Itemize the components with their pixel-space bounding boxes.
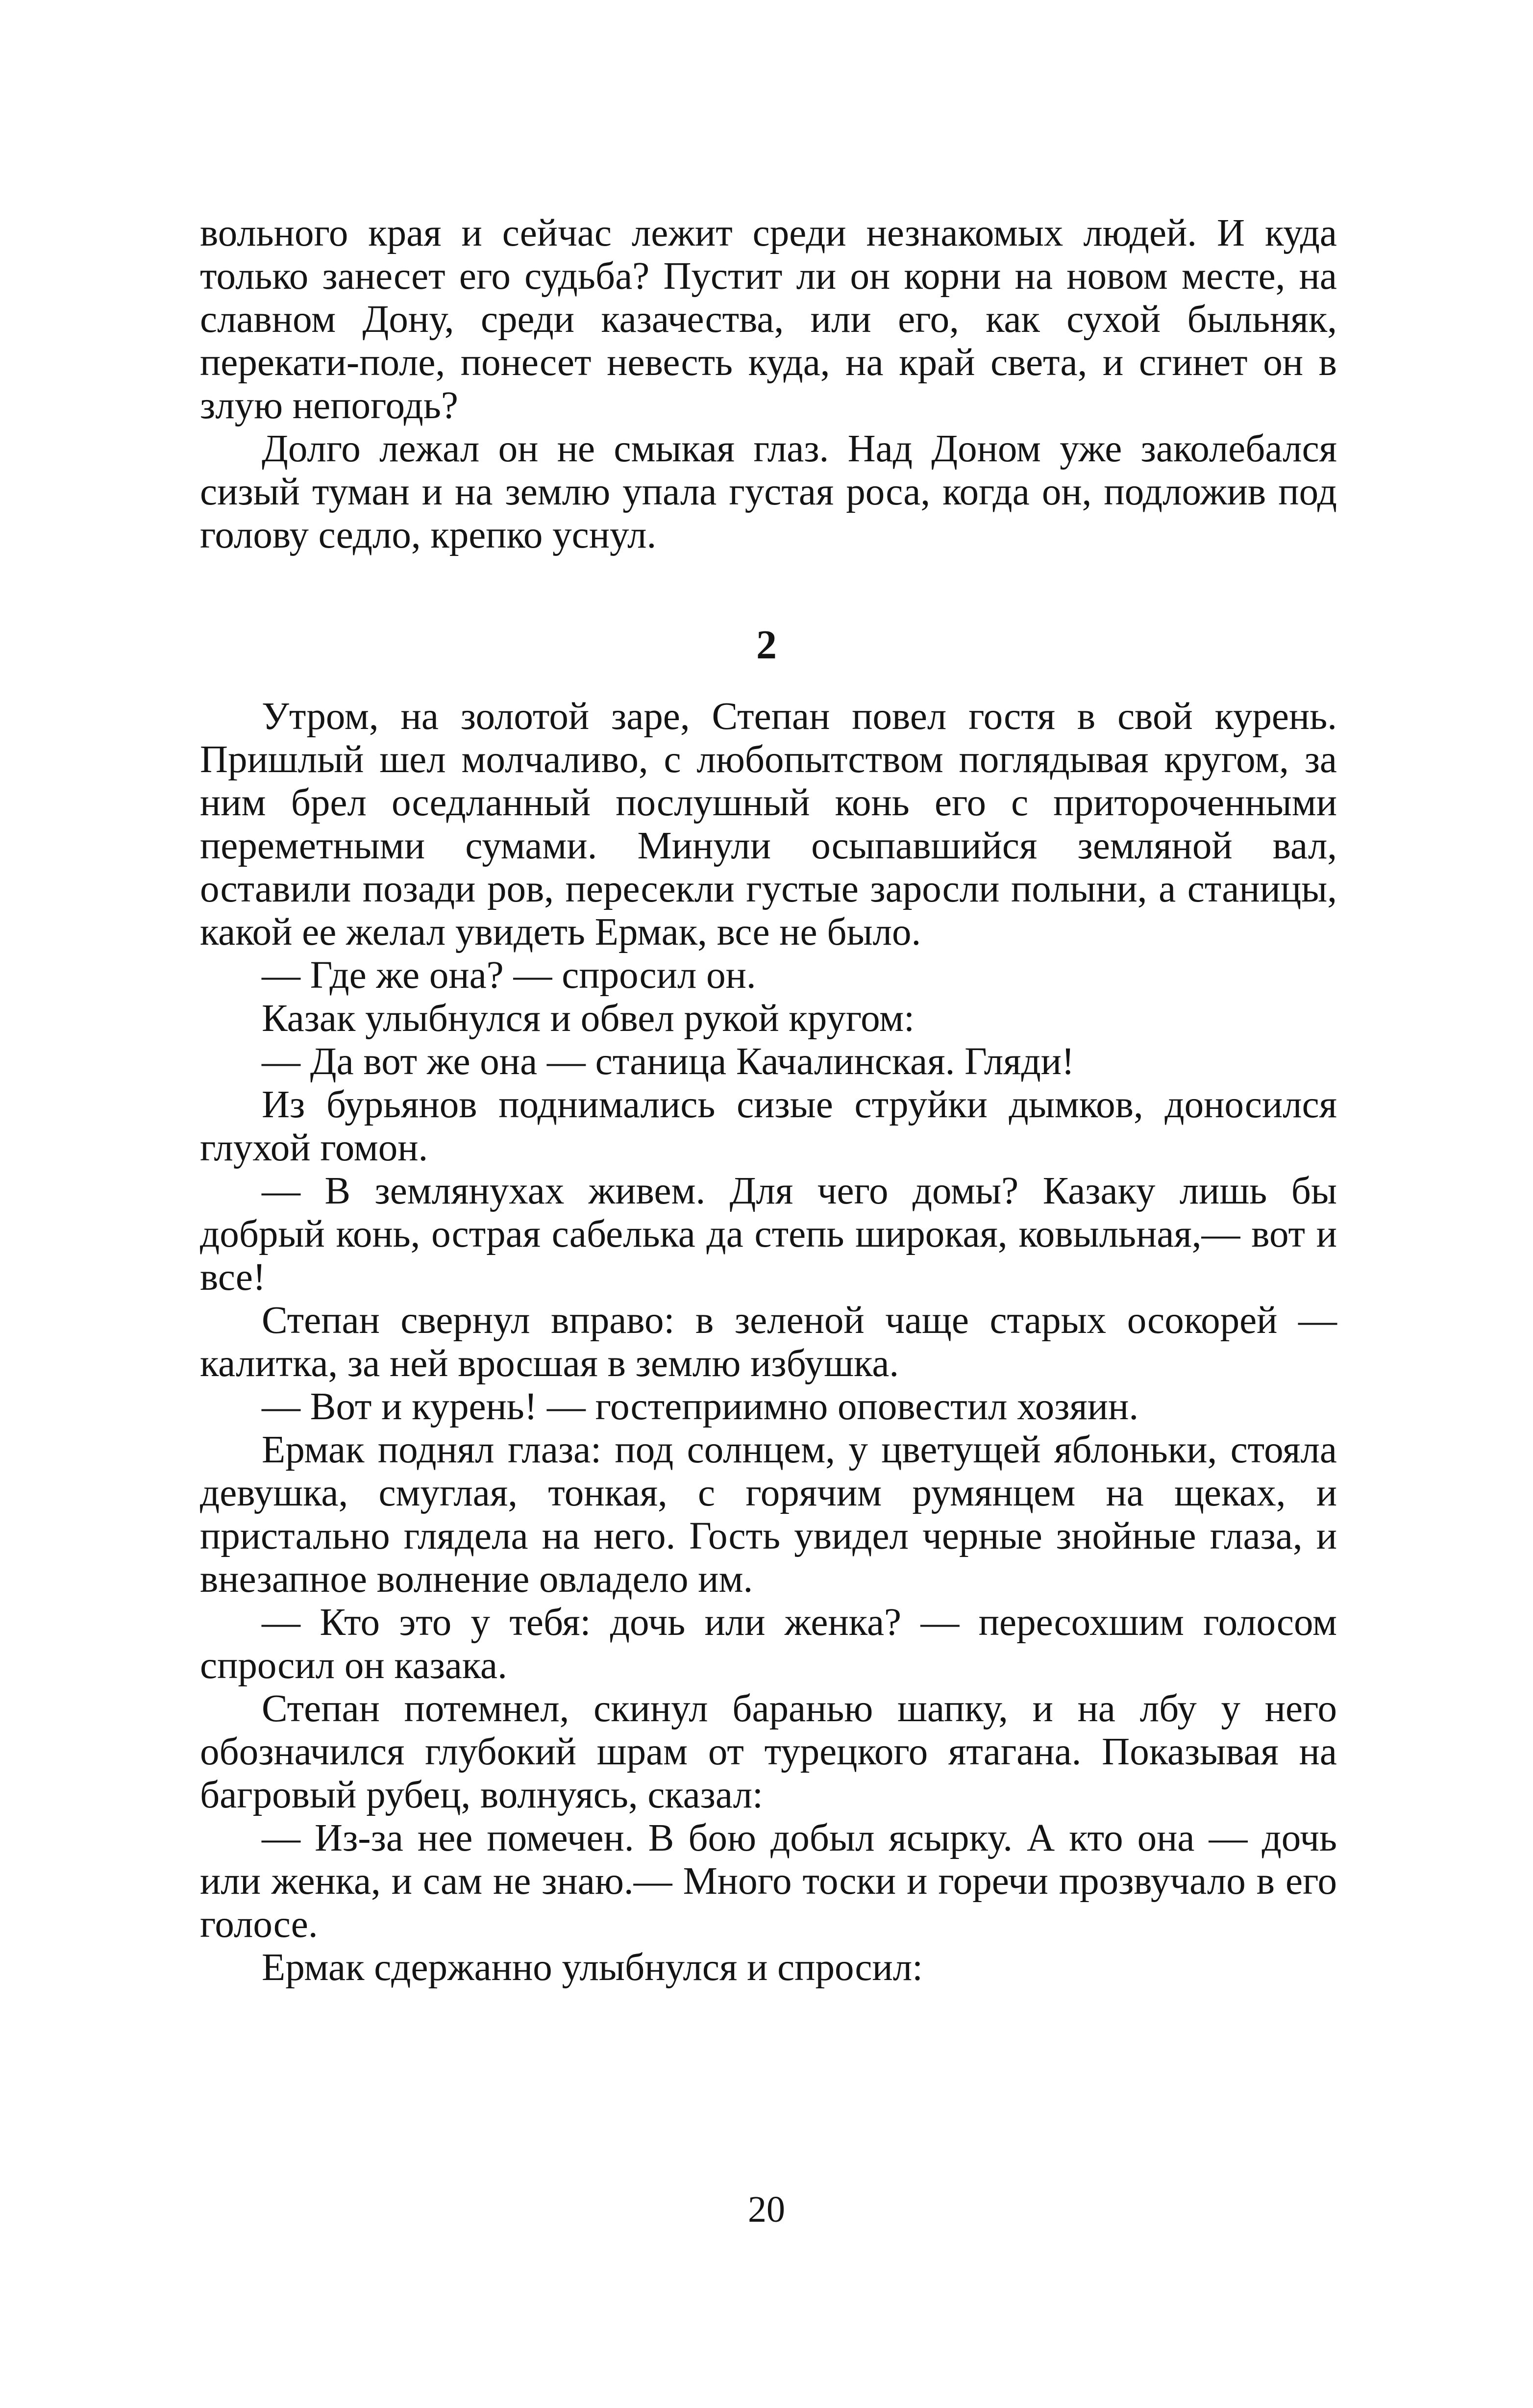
paragraph: Казак улыбнулся и обвел рукой кругом: bbox=[262, 997, 915, 1040]
paragraph: Утром, на золотой заре, Степан повел гостя в свой курень. Пришлый шел молчаливо, с любопытством поглядывая кругом, за ним брел оседланный послушный конь его с притороченными переметными сумами. Минули осыпавшийся земляной вал, оставили позади ров, пересекли густые заросли полыни, а станицы, какой ее желал увидеть Ермак, все не было. bbox=[200, 695, 1337, 953]
paragraph: Долго лежал он не смыкая глаз. Над Доном уже заколебался сизый туман и на землю упала густая роса, когда он, подложив под голову седло, крепко уснул. bbox=[200, 427, 1337, 556]
text-section-before-chapter bbox=[200, 212, 1337, 557]
paragraph: Степан потемнел, скинул баранью шапку, и на лбу у него обозначился глубокий шрам от турецкого ятагана. Показывая на багровый рубец, волнуясь, сказал: bbox=[200, 1687, 1337, 1816]
text-section-chapter-2 bbox=[200, 695, 1337, 1989]
dialogue-line: — Да вот же она — станица Качалинская. Гляди! bbox=[262, 1040, 1075, 1083]
paragraph: Из бурьянов поднимались сизые струйки дымков, доносился глухой гомон. bbox=[200, 1083, 1337, 1169]
dialogue-line: — В землянухах живем. Для чего домы? Казаку лишь бы добрый конь, острая сабелька да степь широкая, ковыльная,— вот и все! bbox=[200, 1170, 1337, 1299]
dialogue-line: — Вот и курень! — гостеприимно оповестил хозяин. bbox=[262, 1385, 1139, 1428]
paragraph: Ермак сдержанно улыбнулся и спросил: bbox=[262, 1946, 923, 1989]
paragraph: Степан свернул вправо: в зеленой чаще старых осокорей — калитка, за ней вросшая в землю избушка. bbox=[200, 1299, 1337, 1385]
dialogue-line: — Из-за нее помечен. В бою добыл ясырку. А кто она — дочь или женка, и сам не знаю.— Много тоски и горечи прозвучало в его голосе. bbox=[200, 1817, 1337, 1946]
dialogue-line: — Кто это у тебя: дочь или женка? — пересохшим голосом спросил он казака. bbox=[200, 1601, 1337, 1687]
dialogue-line: — Где же она? — спросил он. bbox=[262, 954, 756, 997]
chapter-number: 2 bbox=[756, 622, 777, 668]
paragraph: Ермак поднял глаза: под солнцем, у цветущей яблоньки, стояла девушка, смуглая, тонкая, с горячим румянцем на щеках, и пристально глядела на него. Гость увидел черные знойные глаза, и внезапное волнение овладело им. bbox=[200, 1429, 1337, 1601]
page-number: 20 bbox=[748, 2189, 785, 2230]
paragraph: вольного края и сейчас лежит среди незнакомых людей. И куда только занесет его судьба? Пустит ли он корни на новом месте, на славном Дону, среди казачества, или его, как сухой быльняк, перекати-поле, понесет невесть куда, на край света, и сгинет он в злую непогодь? bbox=[200, 212, 1337, 427]
